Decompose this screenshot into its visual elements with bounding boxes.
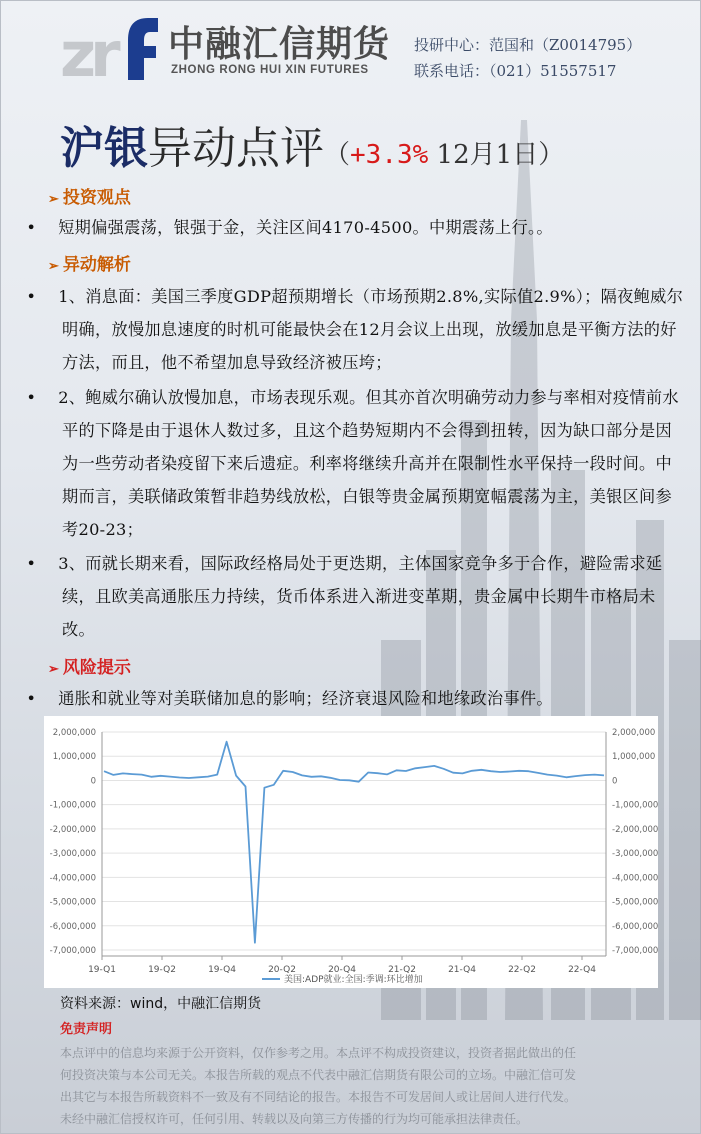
phone-number: 联系电话：（021）51557517 [414, 62, 617, 80]
x-tick-label: 19-Q2 [148, 965, 176, 975]
bullet-icon: • [26, 554, 37, 573]
disclaimer-line: 出其它与本报告所载资料不一致及有不同结论的报告。本报告不可发居间人或让居间人进行代发。 [60, 1090, 577, 1104]
y-tick-label-right: 0 [612, 776, 618, 787]
bullet-icon: • [26, 689, 37, 708]
x-tick-label: 21-Q2 [388, 965, 416, 975]
x-tick-label: 19-Q1 [88, 965, 116, 975]
arrow-icon: ➢ [48, 192, 59, 207]
x-tick-label: 20-Q4 [328, 965, 356, 975]
brand-name-en: ZHONG RONG HUI XIN FUTURES [171, 64, 369, 76]
x-tick-label: 19-Q4 [208, 965, 236, 975]
y-tick-label-right: -6,000,000 [612, 921, 658, 932]
y-tick-label-right: -2,000,000 [612, 824, 658, 835]
header [0, 0, 701, 100]
section-investment-view: ➢ 投资观点 [48, 188, 131, 208]
y-tick-label-right: -1,000,000 [612, 800, 658, 811]
disclaimer-line: 未经中融汇信授权许可，任何引用、转载以及向第三方传播的行为均可能承担法律责任。 [60, 1112, 529, 1126]
disclaimer-text [60, 1042, 650, 1130]
analysis-item: • 2、鲍威尔确认放慢加息，市场表现乐观。但其亦首次明确劳动力参与率相对疫情前水平的下降是由于退休人数过多，且这个趋势短期内不会得到扭转，因为缺口部分是因为一些劳动者染疫留下来后遗症。利率将继续升高并在限制性水平保持一段时间。中期而言，美联储政策暂非趋势线放松，白银等贵金属预期宽幅震荡为主，美银区间参考20-23； [48, 381, 684, 546]
analysis-item: • 3、而就长期来看，国际政经格局处于更迭期，主体国家竞争多于合作，避险需求延续，且欧美高通胀压力持续，货币体系进入渐进变革期，贵金属中长期牛市格局未改。 [48, 547, 684, 646]
x-tick-label: 21-Q4 [448, 965, 476, 975]
y-tick-label: -1,000,000 [49, 800, 96, 811]
disclaimer-line: 何投资决策与本公司无关。本报告所载的观点不代表中融汇信期货有限公司的立场。中融汇信可发 [60, 1068, 577, 1082]
y-tick-label: -6,000,000 [49, 921, 96, 932]
research-contact: 投研中心：范国和（Z0014795） [414, 36, 642, 54]
section-analysis: ➢ 异动解析 [48, 255, 131, 275]
svg-text:r: r [90, 18, 121, 86]
bullet-icon: • [26, 287, 37, 306]
y-tick-label: 0 [90, 776, 96, 787]
title-change: +3.3% [350, 140, 429, 170]
disclaimer-line: 本点评中的信息均来源于公开资料，仅作参考之用。本点评不构成投资建议，投资者据此做出的任 [60, 1046, 577, 1060]
x-tick-label: 20-Q2 [268, 965, 296, 975]
y-tick-label: 2,000,000 [52, 728, 96, 738]
title-date: 12月1日） [428, 140, 565, 170]
disclaimer-title: 免责声明 [60, 1022, 113, 1037]
analysis-item: • 1、消息面：美国三季度GDP超预期增长（市场预期2.8%,实际值2.9%）；隔夜鲍威尔明确，放慢加息速度的时机可能最快会在12月会议上出现，放缓加息是平衡方法的好方法，而且，他不希望加息导致经济被压垮； [48, 280, 684, 379]
data-source: 资料来源：wind，中融汇信期货 [60, 996, 262, 1012]
y-tick-label: -2,000,000 [49, 824, 96, 835]
y-tick-label: -3,000,000 [49, 849, 96, 860]
adp-chart [44, 716, 658, 988]
title-product: 沪银 [60, 123, 148, 174]
title-paren-open: （ [324, 140, 351, 170]
arrow-icon: ➢ [48, 259, 59, 274]
svg-text:z: z [60, 18, 97, 86]
brand-name-cn: 中融汇信期货 [168, 24, 391, 65]
y-tick-label-right: 1,000,000 [612, 752, 656, 763]
bullet-icon: • [26, 218, 37, 237]
investment-view-text: • 短期偏强震荡，银强于金，关注区间4170-4500。中期震荡上行。。 [48, 211, 684, 244]
page-title [60, 112, 564, 176]
y-tick-label-right: -5,000,000 [612, 897, 658, 908]
arrow-icon: ➢ [48, 662, 59, 677]
title-topic: 异动点评 [148, 123, 324, 174]
bullet-icon: • [26, 388, 37, 407]
y-tick-label-right: 2,000,000 [612, 728, 656, 738]
y-tick-label: -5,000,000 [49, 897, 96, 908]
x-tick-label: 22-Q2 [508, 965, 536, 975]
series-line [104, 742, 604, 943]
x-tick-label: 22-Q4 [568, 965, 596, 975]
risk-text: • 通胀和就业等对美联储加息的影响；经济衰退风险和地缘政治事件。 [48, 682, 684, 715]
chart-svg [44, 716, 658, 988]
legend-label: 美国:ADP就业:全国:季调:环比增加 [284, 975, 423, 985]
y-tick-label: -4,000,000 [49, 873, 96, 884]
y-tick-label: -7,000,000 [49, 946, 96, 956]
contact-block [414, 32, 641, 84]
company-logo-icon [60, 10, 160, 86]
y-tick-label-right: -7,000,000 [612, 946, 658, 956]
section-risk: ➢ 风险提示 [48, 658, 131, 678]
y-tick-label-right: -3,000,000 [612, 849, 658, 860]
y-tick-label-right: -4,000,000 [612, 873, 658, 884]
y-tick-label: 1,000,000 [52, 752, 96, 763]
